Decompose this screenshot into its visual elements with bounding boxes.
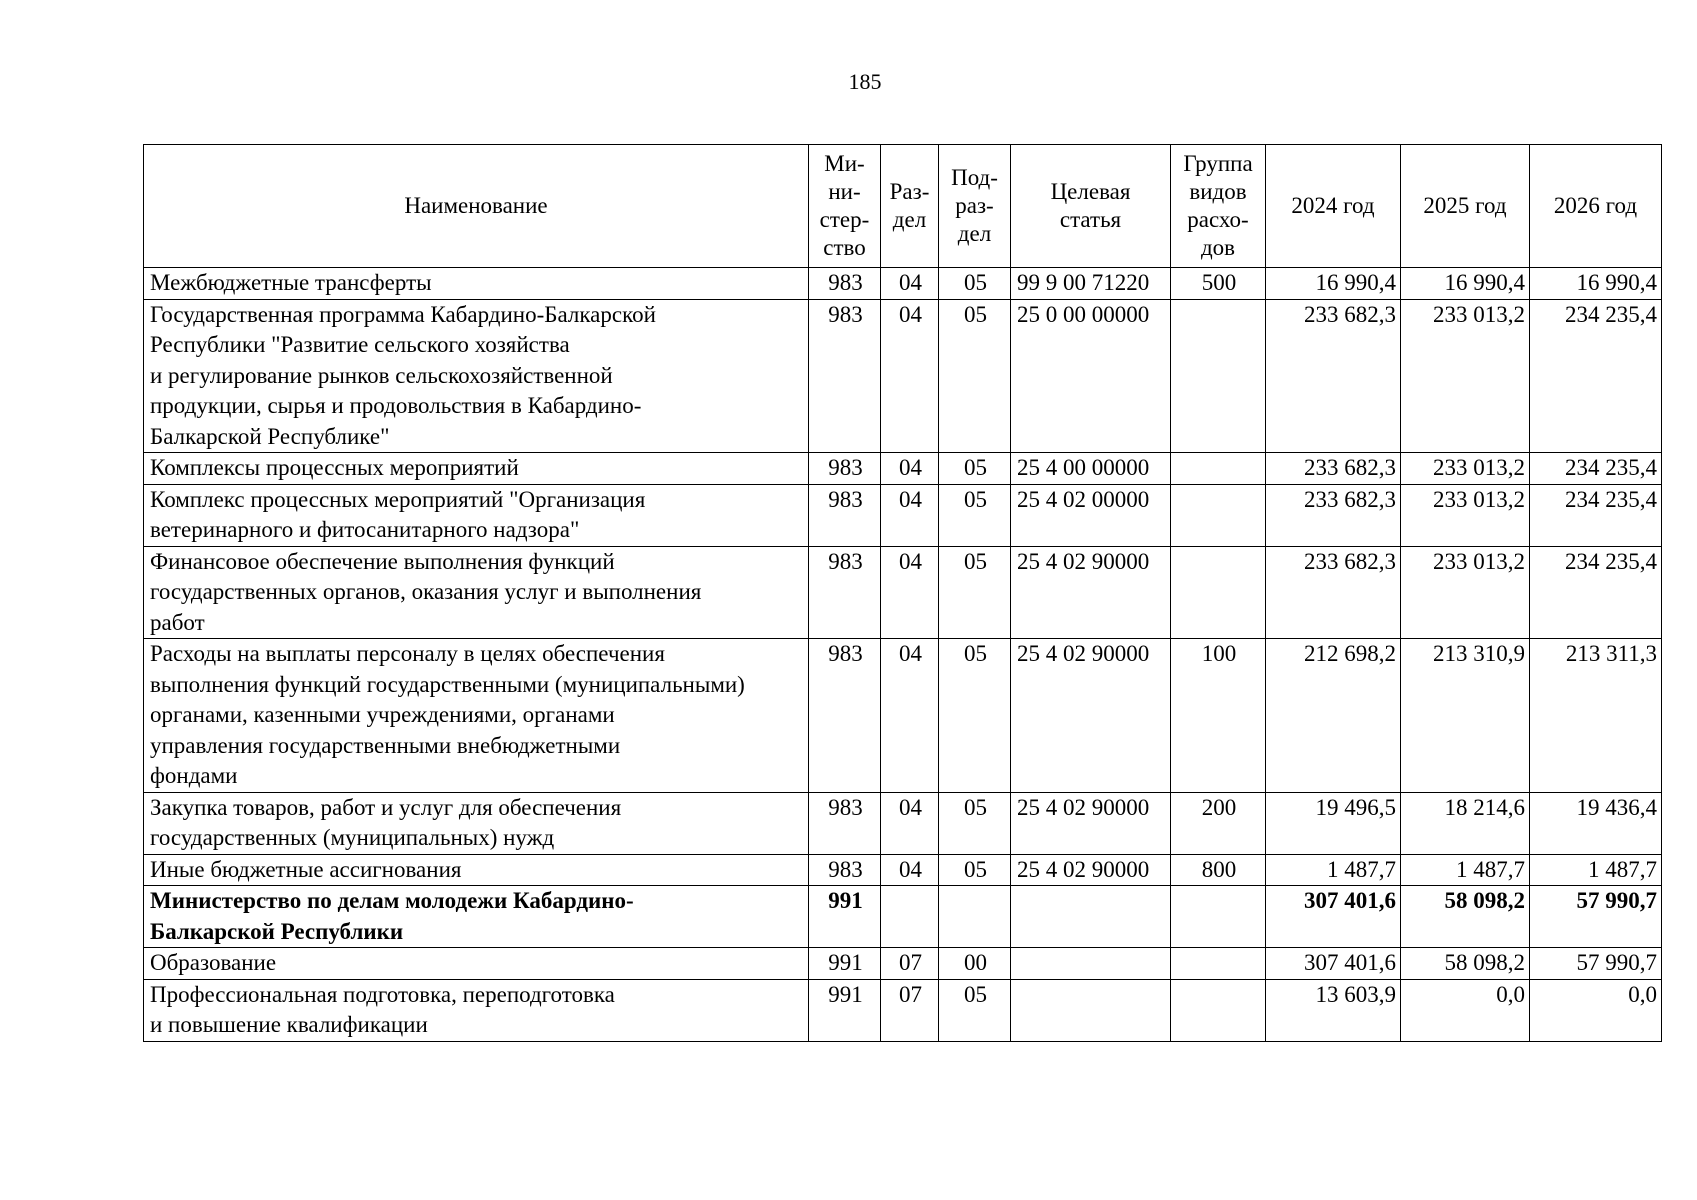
header-2025: 2025 год bbox=[1401, 145, 1530, 268]
cell-subsection: 05 bbox=[939, 299, 1011, 453]
cell-subsection: 05 bbox=[939, 854, 1011, 886]
page-number: 185 bbox=[848, 69, 882, 94]
cell-target: 25 0 00 00000 bbox=[1011, 299, 1171, 453]
cell-2026: 234 235,4 bbox=[1530, 453, 1662, 485]
cell-group: 800 bbox=[1171, 854, 1266, 886]
cell-2024: 19 496,5 bbox=[1266, 792, 1401, 854]
cell-2026: 234 235,4 bbox=[1530, 299, 1662, 453]
cell-name-line: Профессиональная подготовка, переподготовка bbox=[150, 981, 615, 1007]
budget-table bbox=[143, 144, 1662, 1042]
header-ministry bbox=[809, 145, 881, 268]
cell-name: Образование bbox=[144, 948, 809, 980]
cell-section bbox=[881, 886, 939, 948]
cell-name: Комплексы процессных мероприятий bbox=[144, 453, 809, 485]
header-ministry-line: ни- bbox=[828, 179, 861, 204]
cell-target: 25 4 02 90000 bbox=[1011, 854, 1171, 886]
cell-name-line: Закупка товаров, работ и услуг для обеспечения bbox=[150, 794, 622, 820]
cell-group: 500 bbox=[1171, 268, 1266, 300]
cell-ministry: 991 bbox=[809, 886, 881, 948]
cell-name-line: Балкарской Республике" bbox=[150, 423, 390, 449]
cell-name-line: и регулирование рынков сельскохозяйственной bbox=[150, 362, 613, 388]
cell-2025: 233 013,2 bbox=[1401, 299, 1530, 453]
cell-2024: 233 682,3 bbox=[1266, 453, 1401, 485]
cell-name bbox=[144, 792, 809, 854]
cell-name: Иные бюджетные ассигнования bbox=[144, 854, 809, 886]
header-section bbox=[881, 145, 939, 268]
cell-name-line: Министерство по делам молодежи Кабардино- bbox=[150, 888, 634, 913]
cell-name-line: ветеринарного и фитосанитарного надзора" bbox=[150, 517, 580, 542]
table-row bbox=[144, 886, 1662, 948]
cell-subsection: 05 bbox=[939, 546, 1011, 639]
cell-2026: 234 235,4 bbox=[1530, 484, 1662, 546]
table-row bbox=[144, 299, 1662, 453]
cell-name-line: Финансовое обеспечение выполнения функций bbox=[150, 548, 615, 574]
header-section-line: Раз- bbox=[889, 179, 930, 204]
cell-2024: 307 401,6 bbox=[1266, 948, 1401, 980]
cell-name-line: государственных (муниципальных) нужд bbox=[150, 825, 555, 850]
header-section-line: дел bbox=[892, 207, 927, 232]
header-2024: 2024 год bbox=[1266, 145, 1401, 268]
cell-group bbox=[1171, 546, 1266, 639]
cell-section: 04 bbox=[881, 546, 939, 639]
header-subsection-line: раз- bbox=[955, 193, 994, 218]
header-name: Наименование bbox=[144, 145, 809, 268]
table-row bbox=[144, 639, 1662, 793]
cell-ministry: 991 bbox=[809, 948, 881, 980]
header-subsection-line: Под- bbox=[951, 165, 998, 190]
cell-group bbox=[1171, 453, 1266, 485]
cell-ministry: 983 bbox=[809, 484, 881, 546]
header-ministry-line: стер- bbox=[819, 207, 870, 232]
table-body bbox=[144, 268, 1662, 1042]
header-target-line: статья bbox=[1059, 207, 1122, 232]
table-row bbox=[144, 979, 1662, 1041]
cell-name bbox=[144, 484, 809, 546]
cell-2025: 213 310,9 bbox=[1401, 639, 1530, 793]
cell-2026: 1 487,7 bbox=[1530, 854, 1662, 886]
cell-group bbox=[1171, 299, 1266, 453]
cell-2026: 234 235,4 bbox=[1530, 546, 1662, 639]
table-row bbox=[144, 453, 1662, 485]
cell-section: 04 bbox=[881, 453, 939, 485]
cell-target: 25 4 00 00000 bbox=[1011, 453, 1171, 485]
cell-2026: 213 311,3 bbox=[1530, 639, 1662, 793]
cell-2024: 13 603,9 bbox=[1266, 979, 1401, 1041]
header-target-line: Целевая bbox=[1050, 179, 1131, 204]
cell-2026: 0,0 bbox=[1530, 979, 1662, 1041]
header-group-line: дов bbox=[1200, 235, 1236, 260]
cell-name-line: Республики "Развитие сельского хозяйства bbox=[150, 332, 570, 357]
cell-section: 04 bbox=[881, 639, 939, 793]
cell-name-line: Балкарской Республики bbox=[150, 918, 404, 944]
cell-name bbox=[144, 546, 809, 639]
cell-subsection: 05 bbox=[939, 484, 1011, 546]
cell-section: 07 bbox=[881, 979, 939, 1041]
cell-section: 04 bbox=[881, 792, 939, 854]
cell-name-line: органами, казенными учреждениями, органами bbox=[150, 702, 615, 727]
cell-subsection: 00 bbox=[939, 948, 1011, 980]
cell-ministry: 983 bbox=[809, 268, 881, 300]
cell-target: 25 4 02 90000 bbox=[1011, 639, 1171, 793]
cell-name-line: государственных органов, оказания услуг и выполнения bbox=[150, 579, 702, 604]
header-group-line: Группа bbox=[1183, 151, 1253, 176]
cell-2025: 18 214,6 bbox=[1401, 792, 1530, 854]
cell-name-line: и повышение квалификации bbox=[150, 1012, 428, 1037]
cell-name bbox=[144, 639, 809, 793]
cell-subsection: 05 bbox=[939, 792, 1011, 854]
cell-subsection: 05 bbox=[939, 639, 1011, 793]
header-2026: 2026 год bbox=[1530, 145, 1662, 268]
cell-name-line: Государственная программа Кабардино-Балкарской bbox=[150, 301, 656, 327]
header-subsection-line: дел bbox=[957, 221, 992, 246]
table-row bbox=[144, 268, 1662, 300]
cell-target bbox=[1011, 886, 1171, 948]
cell-2025: 58 098,2 bbox=[1401, 886, 1530, 948]
cell-2024: 233 682,3 bbox=[1266, 484, 1401, 546]
cell-group bbox=[1171, 886, 1266, 948]
cell-2025: 0,0 bbox=[1401, 979, 1530, 1041]
header-group bbox=[1171, 145, 1266, 268]
cell-name bbox=[144, 979, 809, 1041]
table-row bbox=[144, 948, 1662, 980]
header-group-line: расхо- bbox=[1187, 207, 1249, 232]
cell-ministry: 983 bbox=[809, 546, 881, 639]
cell-ministry: 983 bbox=[809, 639, 881, 793]
cell-2025: 16 990,4 bbox=[1401, 268, 1530, 300]
cell-subsection: 05 bbox=[939, 268, 1011, 300]
cell-name bbox=[144, 299, 809, 453]
cell-subsection: 05 bbox=[939, 979, 1011, 1041]
cell-name: Межбюджетные трансферты bbox=[144, 268, 809, 300]
cell-subsection bbox=[939, 886, 1011, 948]
cell-2026: 57 990,7 bbox=[1530, 886, 1662, 948]
cell-section: 04 bbox=[881, 299, 939, 453]
header-target bbox=[1011, 145, 1171, 268]
cell-2024: 1 487,7 bbox=[1266, 854, 1401, 886]
cell-section: 04 bbox=[881, 484, 939, 546]
cell-ministry: 983 bbox=[809, 299, 881, 453]
cell-target bbox=[1011, 948, 1171, 980]
cell-2025: 1 487,7 bbox=[1401, 854, 1530, 886]
cell-2024: 16 990,4 bbox=[1266, 268, 1401, 300]
header-group-line: видов bbox=[1189, 179, 1247, 204]
cell-ministry: 983 bbox=[809, 453, 881, 485]
cell-name-line: продукции, сырья и продовольствия в Кабардино- bbox=[150, 393, 642, 418]
table-row bbox=[144, 546, 1662, 639]
cell-name-line: фондами bbox=[150, 763, 238, 788]
cell-name-line: Комплекс процессных мероприятий "Организация bbox=[150, 486, 646, 512]
cell-2024: 212 698,2 bbox=[1266, 639, 1401, 793]
header-ministry-line: ство bbox=[823, 235, 866, 260]
cell-target: 25 4 02 00000 bbox=[1011, 484, 1171, 546]
table-row bbox=[144, 792, 1662, 854]
cell-target: 25 4 02 90000 bbox=[1011, 792, 1171, 854]
cell-name-line: выполнения функций государственными (муниципальными) bbox=[150, 671, 745, 697]
cell-name-line: Расходы на выплаты персоналу в целях обеспечения bbox=[150, 641, 665, 666]
cell-group: 200 bbox=[1171, 792, 1266, 854]
header-subsection bbox=[939, 145, 1011, 268]
cell-target: 99 9 00 71220 bbox=[1011, 268, 1171, 300]
table-header-row bbox=[144, 145, 1662, 268]
cell-section: 04 bbox=[881, 854, 939, 886]
header-ministry-line: Ми- bbox=[824, 151, 865, 176]
cell-2025: 58 098,2 bbox=[1401, 948, 1530, 980]
cell-name-line: работ bbox=[150, 609, 205, 635]
cell-2025: 233 013,2 bbox=[1401, 546, 1530, 639]
cell-subsection: 05 bbox=[939, 453, 1011, 485]
cell-2024: 233 682,3 bbox=[1266, 546, 1401, 639]
table-row bbox=[144, 854, 1662, 886]
cell-group bbox=[1171, 979, 1266, 1041]
cell-name-line: управления государственными внебюджетными bbox=[150, 732, 621, 758]
cell-ministry: 991 bbox=[809, 979, 881, 1041]
cell-group: 100 bbox=[1171, 639, 1266, 793]
table-row bbox=[144, 484, 1662, 546]
cell-ministry: 983 bbox=[809, 854, 881, 886]
cell-group bbox=[1171, 948, 1266, 980]
cell-target: 25 4 02 90000 bbox=[1011, 546, 1171, 639]
cell-2025: 233 013,2 bbox=[1401, 484, 1530, 546]
cell-2024: 233 682,3 bbox=[1266, 299, 1401, 453]
cell-section: 04 bbox=[881, 268, 939, 300]
cell-2026: 19 436,4 bbox=[1530, 792, 1662, 854]
cell-ministry: 983 bbox=[809, 792, 881, 854]
cell-2026: 16 990,4 bbox=[1530, 268, 1662, 300]
cell-target bbox=[1011, 979, 1171, 1041]
cell-2025: 233 013,2 bbox=[1401, 453, 1530, 485]
cell-2024: 307 401,6 bbox=[1266, 886, 1401, 948]
cell-section: 07 bbox=[881, 948, 939, 980]
cell-group bbox=[1171, 484, 1266, 546]
cell-name bbox=[144, 886, 809, 948]
cell-2026: 57 990,7 bbox=[1530, 948, 1662, 980]
